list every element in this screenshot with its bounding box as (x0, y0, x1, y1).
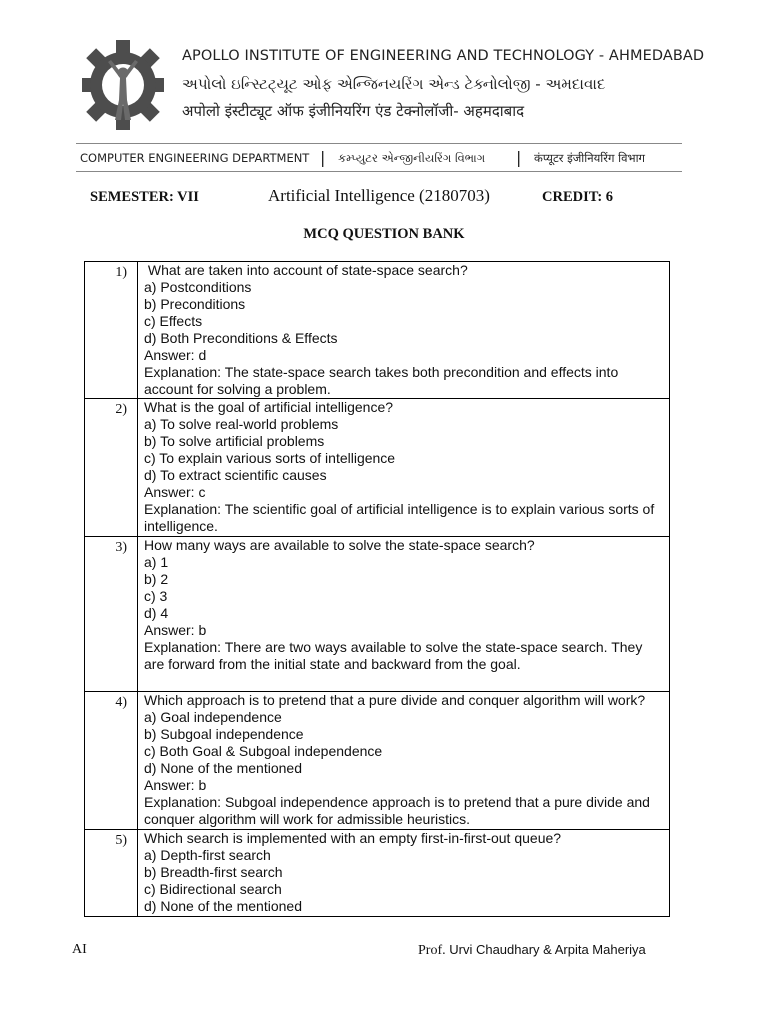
question-option: a) Goal independence (144, 709, 282, 725)
question-number: 2) (115, 402, 127, 417)
question-option: b) Preconditions (144, 296, 246, 312)
question-option: b) Breadth-first search (144, 864, 283, 880)
footer-authors (418, 942, 646, 959)
question-answer: Answer: c (144, 484, 206, 500)
question-explanation: Explanation: The scientific goal of artificial intelligence is to explain various sorts of intelligence. (144, 501, 655, 534)
question-row (85, 262, 670, 399)
question-content-cell (138, 537, 670, 692)
department-name-hindi: कंप्यूटर इंजीनियरिंग विभाग (534, 151, 646, 165)
question-text: Which search is implemented with an empty first-in-first-out queue? (144, 830, 562, 846)
question-option: b) Subgoal independence (144, 726, 304, 742)
question-number: 4) (115, 695, 127, 710)
question-content-cell (138, 262, 670, 399)
question-table (84, 261, 670, 917)
question-number: 5) (115, 833, 127, 848)
department-name-gujarati: કમ્પ્યુટર એન્જીનીયરિંગ વિભાગ (338, 151, 486, 165)
question-answer: Answer: b (144, 777, 207, 793)
question-option: b) 2 (144, 571, 169, 587)
question-number: 3) (115, 540, 127, 555)
question-option: a) 1 (144, 554, 169, 570)
question-number-cell (85, 262, 138, 399)
question-explanation: Explanation: There are two ways available to solve the state-space search. They are forward from the initial state and backward from the goal. (144, 639, 643, 672)
footer-author-names: Urvi Chaudhary & Arpita Maheriya (445, 942, 646, 957)
question-answer: Answer: d (144, 347, 207, 363)
question-option: c) Effects (144, 313, 203, 329)
question-text: How many ways are available to solve the state-space search? (144, 537, 535, 553)
question-answer: Answer: b (144, 622, 207, 638)
question-content-cell (138, 692, 670, 830)
question-option: c) Both Goal & Subgoal independence (144, 743, 383, 759)
question-text: Which approach is to pretend that a pure divide and conquer algorithm will work? (144, 692, 646, 708)
department-name-english: COMPUTER ENGINEERING DEPARTMENT (80, 151, 310, 165)
department-separator: | (320, 148, 326, 167)
question-explanation: Explanation: Subgoal independence approach is to pretend that a pure divide and conquer algorithm will work for admissible heuristics. (144, 794, 650, 827)
question-row (85, 537, 670, 692)
question-row (85, 830, 670, 917)
subject-title: Artificial Intelligence (2180703) (268, 186, 490, 205)
question-row (85, 692, 670, 830)
semester-label: SEMESTER: VII (90, 189, 199, 205)
question-number-cell (85, 692, 138, 830)
question-option: a) Depth-first search (144, 847, 271, 863)
question-explanation: Explanation: The state-space search takes both precondition and effects into account for solving a problem. (144, 364, 619, 397)
institute-name-gujarati: અપોલો ઇન્સ્ટિટ્યૂટ ઓફ એન્જિનયરિંગ એન્ડ ટેક્નોલોજી - અમદાવાદ (182, 75, 606, 93)
question-number: 1) (115, 265, 127, 280)
department-separator: | (516, 148, 522, 167)
page-title: MCQ QUESTION BANK (303, 226, 465, 242)
question-option: c) To explain various sorts of intelligence (144, 450, 396, 466)
question-option: b) To solve artificial problems (144, 433, 325, 449)
question-number-cell (85, 830, 138, 917)
question-text: What is the goal of artificial intelligence? (144, 399, 394, 415)
question-content-cell (138, 399, 670, 537)
question-number-cell (85, 399, 138, 537)
footer-prof-prefix: Prof. (418, 943, 446, 958)
footer-course-code: AI (72, 942, 87, 957)
question-option: d) To extract scientific causes (144, 467, 327, 483)
question-option: d) None of the mentioned (144, 898, 302, 914)
question-option: a) Postconditions (144, 279, 252, 295)
institute-name-english: APOLLO INSTITUTE OF ENGINEERING AND TECHNOLOGY - AHMEDABAD (182, 48, 705, 64)
question-option: d) None of the mentioned (144, 760, 302, 776)
header-divider-top (76, 143, 682, 144)
question-option: c) 3 (144, 588, 168, 604)
question-option: c) Bidirectional search (144, 881, 282, 897)
question-row (85, 399, 670, 537)
question-option: a) To solve real-world problems (144, 416, 339, 432)
credit-label: CREDIT: 6 (542, 189, 614, 205)
institute-name-hindi: अपोलो इंस्टीट्यूट ऑफ इंजीनियरिंग एंड टेक्नोलॉजी- अहमदाबाद (182, 102, 525, 120)
department-row (80, 148, 680, 169)
gear-with-human-figure-logo (82, 40, 164, 132)
header-divider-bottom (76, 171, 682, 172)
question-number-cell (85, 537, 138, 692)
question-text: What are taken into account of state-space search? (144, 262, 468, 278)
question-content-cell (138, 830, 670, 917)
question-option: d) Both Preconditions & Effects (144, 330, 338, 346)
question-option: d) 4 (144, 605, 169, 621)
